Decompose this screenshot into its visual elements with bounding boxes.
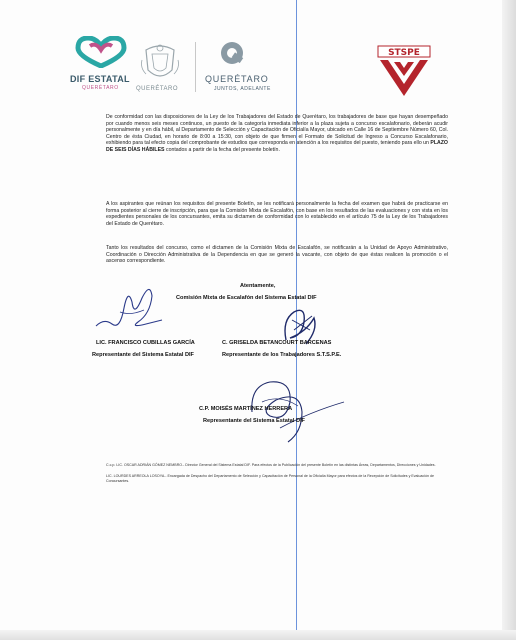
letterhead — [0, 36, 516, 100]
stspe-logo-icon — [376, 44, 432, 98]
paragraph-enrollment-tail: contados a partir de la fecha del presente boletín. — [165, 146, 280, 153]
left-signature-icon — [90, 278, 170, 338]
queretaro-tagline: JUNTOS, ADELANTE — [214, 86, 271, 92]
queretaro-name: QUERÉTARO — [205, 74, 269, 84]
dif-estatal-logo — [70, 36, 132, 98]
page-bottom-shadow — [0, 630, 516, 640]
center-signer-name: C.P. MOISÉS MARTÍNEZ HERRERA — [199, 406, 293, 412]
left-signer-role: Representante del Sistema Estatal DIF — [92, 352, 194, 358]
right-signer-role: Representante de los Trabajadores S.T.S.P.E. — [222, 352, 342, 358]
logo-divider — [195, 42, 196, 92]
paragraph-enrollment — [106, 114, 448, 154]
right-signer-name: C. GRISELDA BETANCOURT BARCENAS — [222, 340, 332, 346]
dif-subtitle: QUERÉTARO — [82, 85, 119, 91]
cc-line-selection: LIC. LOURDES ARREOLA LOSOYA.- Encargada de Despacho del Departamento de Selección y Capacitación de Personal de la Oficialía Mayor para efectos de la Recepción de Solicitudes y Evaluación de Concursantes. — [106, 474, 434, 483]
cc-line-director: C.c.p. LIC. OSCAR ADRIÁN GÓMEZ NEMBRO.- Director General del Sistema Estatal DIF. Para efectos de la Publicación del presente Boletín en las distintas Áreas, Departamentos, Direcciones y Unidades. — [106, 463, 436, 467]
paragraph-results: Tanto los resultados del concurso, como el dictamen de la Comisión Mixta de Escalafón, se notificarán a la Unidad de Apoyo Administrativo, Coordinación o Dirección Administrativa de la Dependencia en que se generó la vacante, con objeto de que éstas realicen la promoción o el ascenso correspondiente. — [106, 245, 448, 265]
center-signature-icon — [240, 372, 350, 458]
dif-name: DIF ESTATAL — [70, 74, 130, 84]
closing-salutation: Atentamente, — [240, 283, 276, 289]
center-signer-role: Representante del Sistema Estatal DIF — [203, 418, 305, 424]
stspe-label: STSPE — [388, 48, 420, 58]
left-signer-name: LIC. FRANCISCO CUBILLAS GARCÍA — [96, 340, 195, 346]
dif-heart-icon — [74, 36, 128, 68]
paragraph-exam: A los aspirantes que reúnan los requisitos del presente Boletín, se les notificará personalmente la fecha del examen que habrá de practicarse en forma posterior al cierre de inscripción, para que la Comisión Mixta de Escalafón, con base en los resultados de las evaluaciones y con vista en los expedientes personales de los concursantes, emita su dictamen de conformidad con lo establecido en el artículo 75 de la Ley de los Trabajadores del Estado de Querétaro. — [106, 201, 448, 227]
queretaro-q-icon — [218, 40, 246, 70]
paragraph-enrollment-text: De conformidad con las disposiciones de la Ley de los Trabajadores del Estado de Querétaro, los trabajadores de base que hayan desempeñado por cuando menos seis meses continuos, un puesto de la categoría inmediata inferior a la plaza sujeta a concurso escalafonario, deberán acudir personalmente y en día hábil, al Departamento de Selección y Capacitación de Oficialía Mayor, ubicado en Calle 16 de Septiembre Número 60, Col. Centro de ésta Ciudad, en horario de 8:00 a 15:30, con objeto de que firmen el Formato de Solicitud de Ingreso a Concurso Escalafonario, exhibiendo para tal efecto copia del comprobante de estudios que corresponda en atención a los requisitos del puesto, teniendo para ello un — [106, 114, 448, 147]
commission-title: Comisión Mixta de Escalafón del Sistema Estatal DIF — [176, 295, 317, 301]
deadline-highlight: PLAZO DE SEIS DÍAS HÁBILES — [106, 140, 448, 153]
crest-label: QUERÉTARO — [136, 86, 179, 92]
state-crest-icon — [138, 40, 182, 84]
